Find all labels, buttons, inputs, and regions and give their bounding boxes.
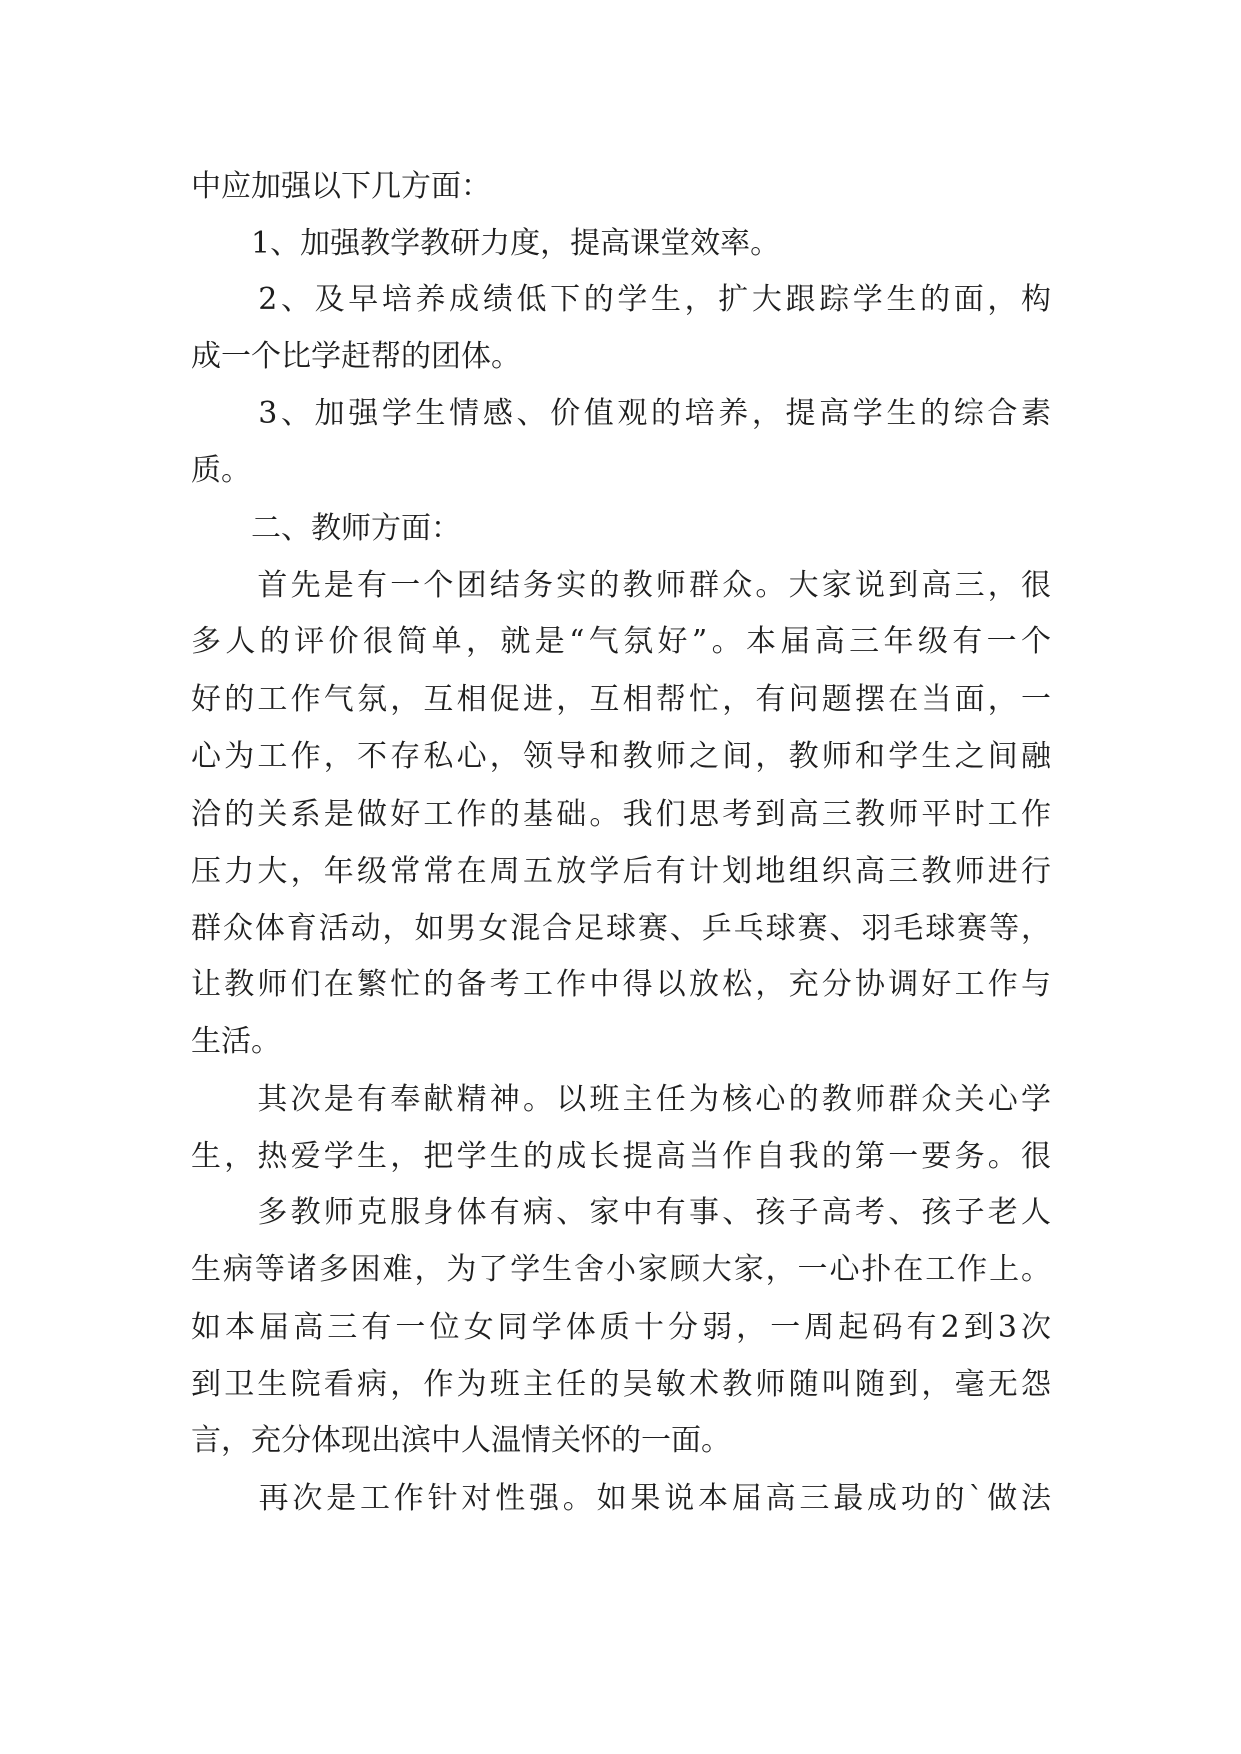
text-line: 好的工作气氛，互相促进，互相帮忙，有问题摆在当面，一	[191, 682, 1051, 717]
section-heading: 二、教师方面：	[191, 511, 461, 546]
text-line: 其次是有奉献精神。以班主任为核心的教师群众关心学	[191, 1082, 1051, 1117]
text-line: 生活。	[191, 1024, 281, 1059]
text-line: 如本届高三有一位女同学体质十分弱，一周起码有2到3次	[191, 1310, 1051, 1345]
text-line: 3、加强学生情感、价值观的培养，提高学生的综合素	[191, 396, 1051, 431]
text-line: 多教师克服身体有病、家中有事、孩子高考、孩子老人	[191, 1195, 1051, 1230]
text-line: 让教师们在繁忙的备考工作中得以放松，充分协调好工作与	[191, 967, 1051, 1002]
text-line: 心为工作，不存私心，领导和教师之间，教师和学生之间融	[191, 739, 1051, 774]
text-line: 生病等诸多困难，为了学生舍小家顾大家，一心扑在工作上。	[191, 1252, 1051, 1287]
text-line: 言，充分体现出滨中人温情关怀的一面。	[191, 1423, 731, 1458]
text-line: 压力大，年级常常在周五放学后有计划地组织高三教师进行	[191, 854, 1051, 889]
text-line: 2、及早培养成绩低下的学生，扩大跟踪学生的面，构	[191, 282, 1051, 317]
text-line: 质。	[191, 453, 251, 488]
text-line: 生，热爱学生，把学生的成长提高当作自我的第一要务。很	[191, 1139, 1051, 1174]
text-line: 多人的评价很简单，就是“气氛好”。本届高三年级有一个	[191, 624, 1051, 659]
text-line: 洽的关系是做好工作的基础。我们思考到高三教师平时工作	[191, 797, 1051, 832]
text-line: 首先是有一个团结务实的教师群众。大家说到高三，很	[191, 568, 1051, 603]
text-line: 群众体育活动，如男女混合足球赛、乒乓球赛、羽毛球赛等，	[191, 911, 1051, 946]
text-line: 到卫生院看病，作为班主任的吴敏术教师随叫随到，毫无怨	[191, 1367, 1051, 1402]
text-line: 1、加强教学教研力度，提高课堂效率。	[191, 226, 781, 261]
text-line: 再次是工作针对性强。如果说本届高三最成功的`做法	[191, 1481, 1051, 1516]
text-line: 成一个比学赶帮的团体。	[191, 339, 521, 374]
text-line: 中应加强以下几方面：	[191, 169, 491, 204]
